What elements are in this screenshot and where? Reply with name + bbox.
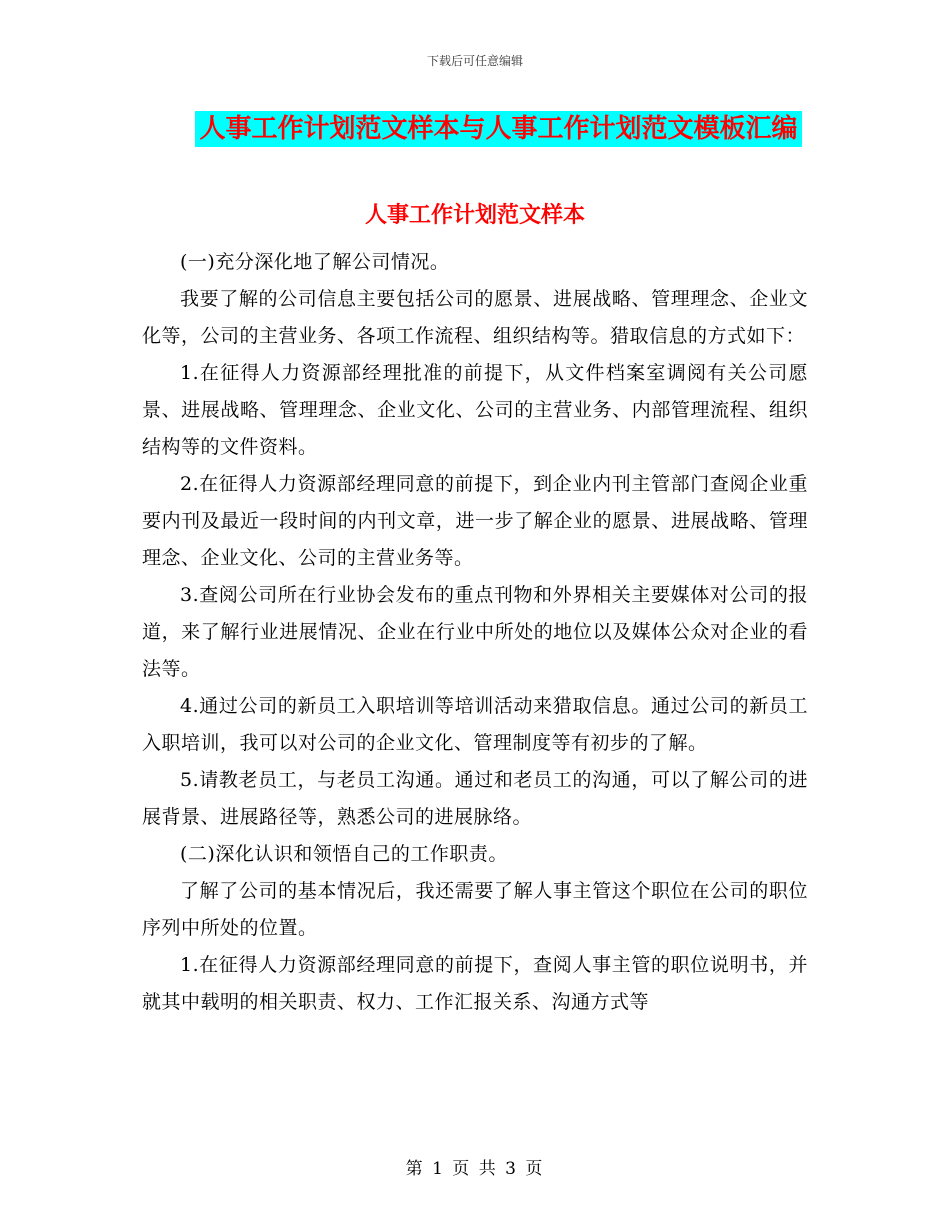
document-title: 人事工作计划范文样本与人事工作计划范文模板汇编: [195, 111, 802, 147]
paragraph-3: 1.在征得人力资源部经理批准的前提下，从文件档案室调阅有关公司愿景、进展战略、管理理念、企业文化、公司的主营业务、内部管理流程、组织结构等的文件资料。: [142, 362, 808, 458]
paragraph-10: 1.在征得人力资源部经理同意的前提下，查阅人事主管的职位说明书，并就其中载明的相关职责、权力、工作汇报关系、沟通方式等: [142, 954, 808, 1013]
paragraph-4: 2.在征得人力资源部经理同意的前提下，到企业内刊主管部门查阅企业重要内刊及最近一段时间的内刊文章，进一步了解企业的愿景、进展战略、管理理念、企业文化、公司的主营业务等。: [142, 473, 808, 569]
page-footer: 第 1 页 共 3 页: [405, 1159, 545, 1179]
paragraph-5: 3.查阅公司所在行业协会发布的重点刊物和外界相关主要媒体对公司的报道，来了解行业进展情况、企业在行业中所处的地位以及媒体公众对企业的看法等。: [142, 584, 808, 680]
header-note: 下载后可任意编辑: [426, 54, 523, 68]
paragraph-6: 4.通过公司的新员工入职培训等培训活动来猎取信息。通过公司的新员工入职培训，我可以对公司的企业文化、管理制度等有初步的了解。: [142, 695, 808, 754]
paragraph-8: (二)深化认识和领悟自己的工作职责。: [180, 843, 508, 865]
paragraph-2: 我要了解的公司信息主要包括公司的愿景、进展战略、管理理念、企业文化等，公司的主营业务、各项工作流程、组织结构等。猎取信息的方式如下：: [142, 288, 808, 347]
document-body: [142, 244, 808, 1021]
section-title: 人事工作计划范文样本: [364, 203, 585, 228]
paragraph-7: 5.请教老员工，与老员工沟通。通过和老员工的沟通，可以了解公司的进展背景、进展路径等，熟悉公司的进展脉络。: [142, 769, 808, 828]
paragraph-1: (一)充分深化地了解公司情况。: [180, 251, 450, 273]
paragraph-9: 了解了公司的基本情况后，我还需要了解人事主管这个职位在公司的职位序列中所处的位置。: [142, 880, 808, 939]
